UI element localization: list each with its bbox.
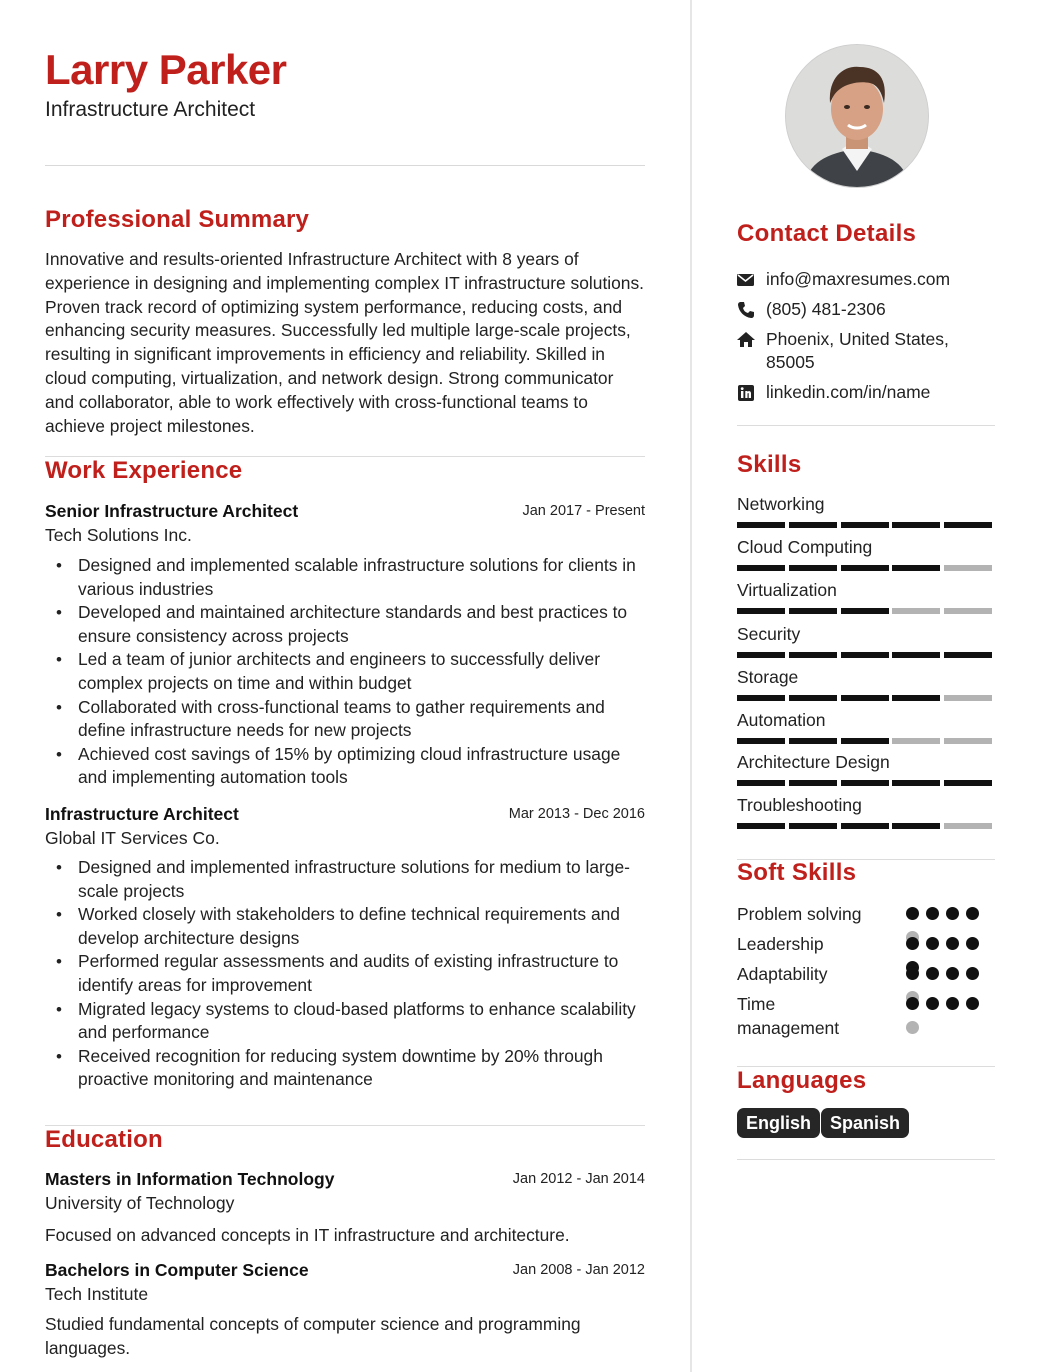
job-bullet: • Worked closely with stakeholders to define technical requirements and develop architecture designs xyxy=(78,903,645,950)
education-school: Tech Institute xyxy=(45,1284,149,1304)
skill-label: Cloud Computing xyxy=(737,537,873,557)
profile-photo-illustration xyxy=(786,45,928,187)
skills-heading: Skills xyxy=(737,451,802,478)
languages-heading: Languages xyxy=(737,1067,867,1094)
column-divider xyxy=(690,0,692,1372)
skill-segment-filled xyxy=(737,823,785,829)
rating-dot-filled xyxy=(906,997,919,1010)
skill-segment-filled xyxy=(944,522,992,528)
skill-level-bar xyxy=(737,522,995,528)
contact-phone xyxy=(737,298,995,322)
skill-segment-empty xyxy=(944,823,992,829)
skill-label: Troubleshooting xyxy=(737,795,862,815)
rating-dot-filled xyxy=(926,967,939,980)
job-date: Mar 2013 - Dec 2016 xyxy=(508,806,645,822)
candidate-title: Infrastructure Architect xyxy=(45,98,256,121)
summary-text: Innovative and results-oriented Infrastructure Architect with 8 years of experience in designing and implementing complex IT infrastructure solutions. Proven track record of optimizing system performance, reducing costs, and enhancing security measures. Successfully led multiple large-scale projects, resulting in significant improvements in efficiency and reliability. Skilled in cloud computing, virtualization, and network design. Strong communicator and collaborator, able to work effectively with cross-functional teams to achieve project milestones. xyxy=(45,249,645,436)
skill-label: Architecture Design xyxy=(737,752,890,772)
job-title: Senior Infrastructure Architect xyxy=(45,501,299,521)
skill-segment-filled xyxy=(737,565,785,571)
skill-segment-filled xyxy=(892,823,940,829)
skill-segment-filled xyxy=(841,652,889,658)
skill-level-bar xyxy=(737,652,995,658)
skill-segment-filled xyxy=(841,608,889,614)
rating-dot-filled xyxy=(966,937,979,950)
rating-dot-filled xyxy=(966,967,979,980)
language-tag: Spanish xyxy=(821,1108,909,1138)
skill-level-bar xyxy=(737,738,995,744)
skill-segment-filled xyxy=(892,780,940,786)
job-bullet: • Achieved cost savings of 15% by optimizing cloud infrastructure usage and implementing automation tools xyxy=(78,743,645,790)
rating-dot-filled xyxy=(946,967,959,980)
skill-segment-filled xyxy=(789,522,837,528)
job-bullet: • Developed and maintained architecture standards and best practices to ensure consistency across projects xyxy=(78,601,645,648)
skill-segment-filled xyxy=(789,652,837,658)
header-divider xyxy=(45,165,645,166)
address-text xyxy=(766,328,996,374)
soft-skills-heading: Soft Skills xyxy=(737,859,857,886)
skill-segment-filled xyxy=(789,823,837,829)
education-date: Jan 2012 - Jan 2014 xyxy=(512,1171,645,1187)
phone-text: (805) 481-2306 xyxy=(766,299,886,319)
linkedin-text: linkedin.com/in/name xyxy=(766,382,931,402)
skill-segment-filled xyxy=(737,780,785,786)
skill-segment-filled xyxy=(841,695,889,701)
skill-level-bar xyxy=(737,695,995,701)
job-bullet: • Migrated legacy systems to cloud-based platforms to enhance scalability and performance xyxy=(78,998,645,1045)
job-company: Tech Solutions Inc. xyxy=(45,525,192,545)
skill-segment-filled xyxy=(892,522,940,528)
address-line-1: Phoenix, United States, xyxy=(766,329,949,349)
job-bullet: • Designed and implemented scalable infrastructure solutions for clients in various industries xyxy=(78,554,645,601)
skill-segment-filled xyxy=(944,652,992,658)
education-description: Studied fundamental concepts of computer science and programming languages. xyxy=(45,1314,581,1358)
contact-heading: Contact Details xyxy=(737,220,917,247)
skill-segment-filled xyxy=(789,738,837,744)
skill-segment-filled xyxy=(892,695,940,701)
address-line-2: 85005 xyxy=(766,352,815,372)
rating-dot-filled xyxy=(926,997,939,1010)
education-degree: Bachelors in Computer Science xyxy=(45,1260,309,1280)
rating-dot-filled xyxy=(926,907,939,920)
skill-segment-filled xyxy=(841,738,889,744)
linkedin-icon xyxy=(737,384,755,402)
envelope-icon xyxy=(737,271,755,289)
rating-dot-filled xyxy=(906,967,919,980)
email-text: info@maxresumes.com xyxy=(766,269,951,289)
rating-dot-filled xyxy=(926,937,939,950)
job-bullets xyxy=(45,554,645,790)
skill-segment-filled xyxy=(841,823,889,829)
language-tag: English xyxy=(737,1108,820,1138)
skill-segment-filled xyxy=(841,522,889,528)
skill-label: Virtualization xyxy=(737,580,837,600)
job-bullet: • Led a team of junior architects and engineers to successfully deliver complex projects on time and within budget xyxy=(78,648,645,695)
skill-segment-empty xyxy=(944,738,992,744)
skill-segment-filled xyxy=(892,565,940,571)
skill-segment-empty xyxy=(944,608,992,614)
contact-email xyxy=(737,268,995,292)
job-bullet: • Designed and implemented infrastructure solutions for medium to large-scale projects xyxy=(78,856,645,903)
job-company: Global IT Services Co. xyxy=(45,828,220,848)
skill-segment-filled xyxy=(737,695,785,701)
skill-segment-filled xyxy=(737,608,785,614)
skill-segment-filled xyxy=(892,652,940,658)
contact-linkedin xyxy=(737,381,995,405)
skill-level-bar xyxy=(737,823,995,829)
skill-segment-filled xyxy=(789,608,837,614)
rating-dot-filled xyxy=(946,907,959,920)
rating-dot-filled xyxy=(966,997,979,1010)
skill-segment-filled xyxy=(841,780,889,786)
skill-segment-empty xyxy=(944,695,992,701)
job-title: Infrastructure Architect xyxy=(45,804,239,824)
skill-segment-filled xyxy=(789,565,837,571)
skill-level-bar xyxy=(737,565,995,571)
job-bullet: • Collaborated with cross-functional teams to gather requirements and define infrastructure needs for new projects xyxy=(78,696,645,743)
rating-dot-filled xyxy=(966,907,979,920)
education-date: Jan 2008 - Jan 2012 xyxy=(512,1262,645,1278)
skill-segment-filled xyxy=(944,780,992,786)
soft-skill-label: Leadership xyxy=(737,934,824,954)
skill-segment-filled xyxy=(789,780,837,786)
skill-level-bar xyxy=(737,608,995,614)
skill-segment-filled xyxy=(737,652,785,658)
rating-dot-filled xyxy=(946,997,959,1010)
job-bullet: • Performed regular assessments and audits of existing infrastructure to identify areas for improvement xyxy=(78,950,645,997)
education-degree: Masters in Information Technology xyxy=(45,1169,335,1189)
profile-photo xyxy=(785,44,929,188)
soft-skill-label: Adaptability xyxy=(737,964,828,984)
candidate-name: Larry Parker xyxy=(45,46,287,93)
phone-icon xyxy=(737,301,755,319)
skill-segment-filled xyxy=(841,565,889,571)
skill-label: Storage xyxy=(737,667,799,687)
rating-dot-filled xyxy=(906,907,919,920)
skill-label: Networking xyxy=(737,494,825,514)
home-icon xyxy=(737,331,755,349)
rating-dot-empty xyxy=(906,1021,919,1034)
skill-label: Security xyxy=(737,624,801,644)
soft-skill-label: Time management xyxy=(737,994,840,1038)
skill-segment-filled xyxy=(737,738,785,744)
experience-heading: Work Experience xyxy=(45,457,243,484)
skill-segment-filled xyxy=(789,695,837,701)
job-bullet: • Received recognition for reducing system downtime by 20% through proactive monitoring and maintenance xyxy=(78,1045,645,1092)
job-bullets xyxy=(45,856,645,1092)
job-date: Jan 2017 - Present xyxy=(522,503,645,519)
summary-heading: Professional Summary xyxy=(45,206,310,233)
rating-dot-filled xyxy=(946,937,959,950)
contact-address xyxy=(737,328,995,376)
skill-segment-empty xyxy=(944,565,992,571)
skill-segment-empty xyxy=(892,608,940,614)
skill-level-bar xyxy=(737,780,995,786)
education-description: Focused on advanced concepts in IT infrastructure and architecture. xyxy=(45,1225,570,1245)
skill-label: Automation xyxy=(737,710,826,730)
soft-skill-label: Problem solving xyxy=(737,904,862,924)
skill-segment-empty xyxy=(892,738,940,744)
education-school: University of Technology xyxy=(45,1193,235,1213)
skill-segment-filled xyxy=(737,522,785,528)
education-heading: Education xyxy=(45,1126,163,1153)
rating-dot-filled xyxy=(906,937,919,950)
sidebar-divider xyxy=(737,1159,995,1160)
sidebar-divider xyxy=(737,425,995,426)
